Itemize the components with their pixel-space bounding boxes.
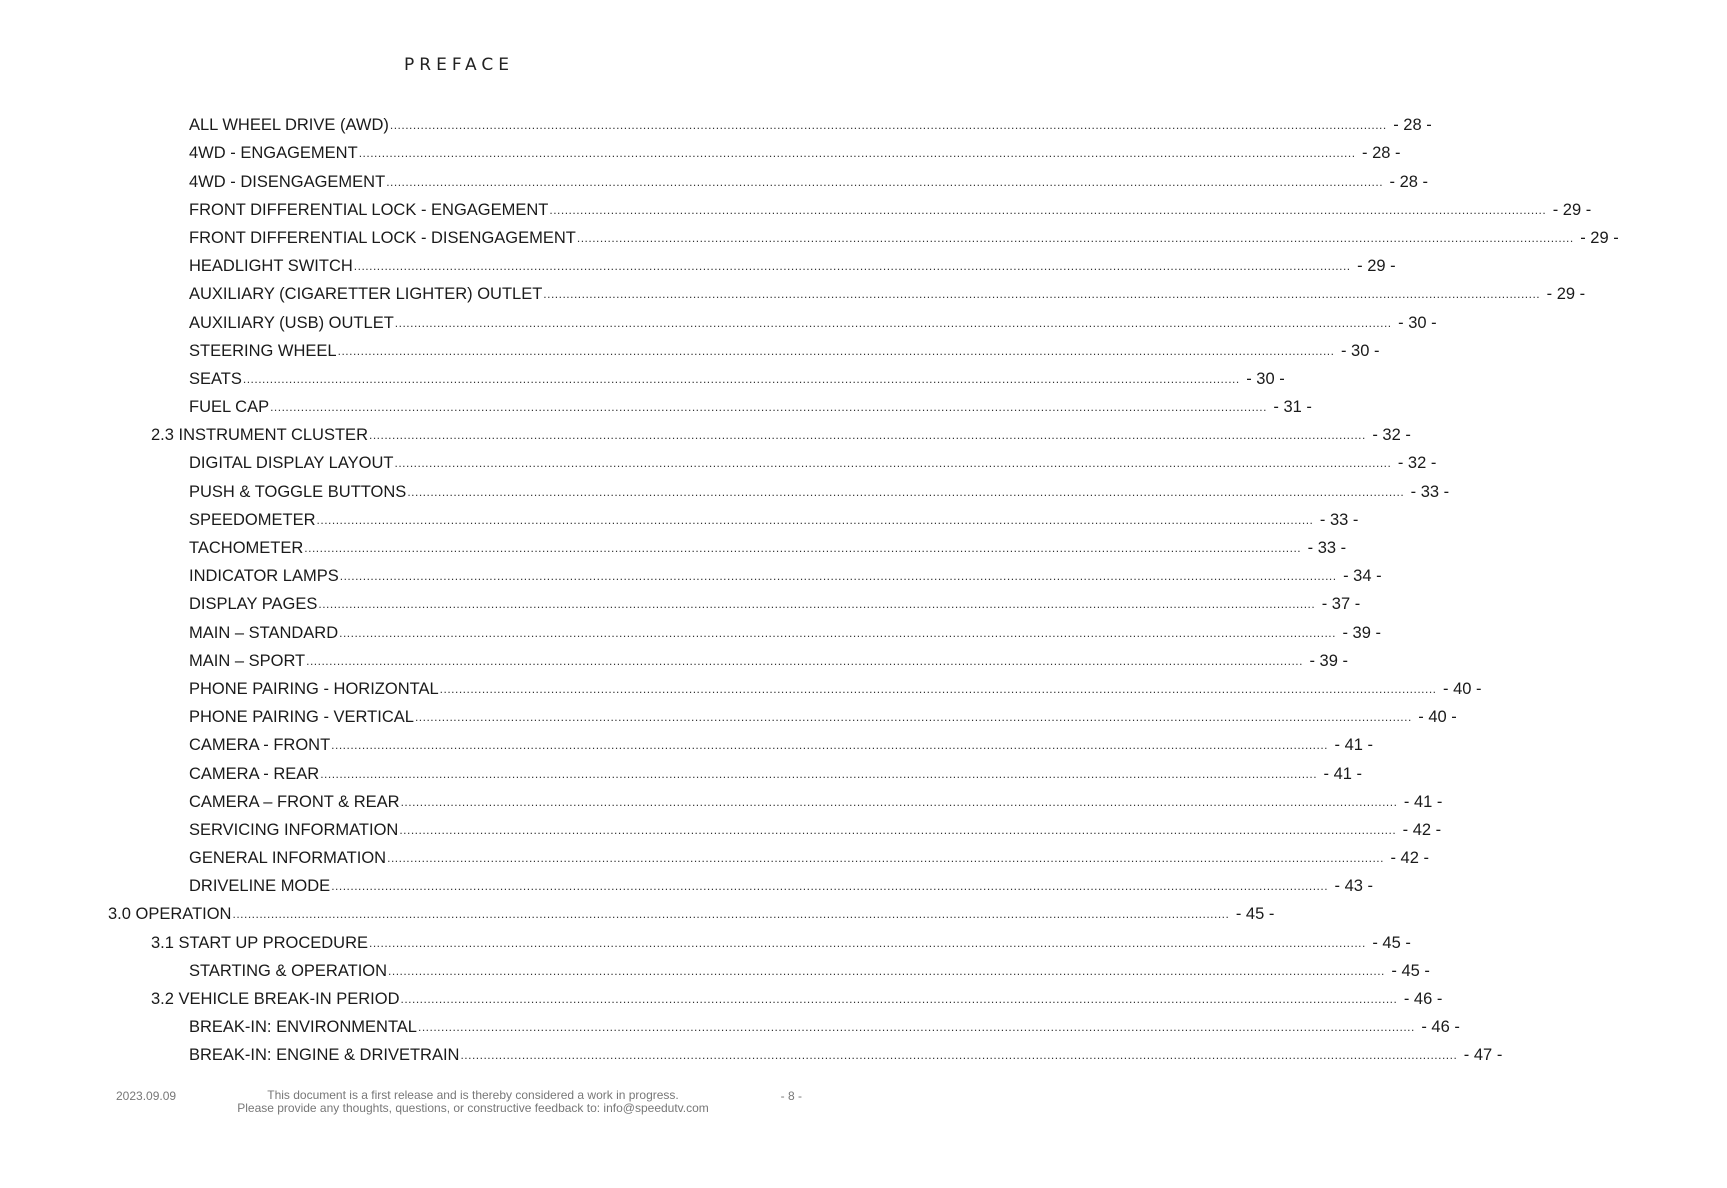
toc-entry-label: PUSH & TOGGLE BUTTONS bbox=[189, 482, 407, 501]
toc-entry-label: HEADLIGHT SWITCH bbox=[189, 257, 353, 276]
toc-entry-page: - 34 - bbox=[1343, 567, 1382, 586]
toc-dot-leader: .................................................................................................................................................................................................................................................................... bbox=[318, 597, 1316, 612]
toc-dot-leader: .................................................................................................................................................................................................................................................................... bbox=[353, 259, 1351, 274]
toc-entry[interactable] bbox=[0, 954, 1430, 982]
toc-entry[interactable] bbox=[0, 869, 1374, 897]
toc-entry-page: - 46 - bbox=[1403, 990, 1443, 1008]
toc-dot-leader: .................................................................................................................................................................................................................................................................... bbox=[369, 935, 1366, 950]
toc-dot-leader: .................................................................................................................................................................................................................................................................... bbox=[417, 1020, 1415, 1035]
toc-entry[interactable] bbox=[0, 1038, 1503, 1066]
toc-dot-leader: .................................................................................................................................................................................................................................................................... bbox=[331, 738, 1329, 753]
toc-dot-leader: .................................................................................................................................................................................................................................................................... bbox=[394, 456, 1392, 471]
footer-note bbox=[200, 1089, 746, 1115]
toc-entry-label: FRONT DIFFERENTIAL LOCK - ENGAGEMENT bbox=[189, 200, 549, 219]
toc-entry[interactable] bbox=[0, 587, 1361, 615]
toc-entry-page: - 29 - bbox=[1546, 285, 1586, 304]
toc-entry-page: - 41 - bbox=[1403, 792, 1443, 811]
toc-entry-page: - 33 - bbox=[1319, 510, 1359, 529]
toc-entry-page: - 46 - bbox=[1421, 1018, 1460, 1037]
toc-entry[interactable] bbox=[0, 756, 1363, 784]
toc-entry[interactable] bbox=[0, 644, 1348, 672]
toc-entry-label: AUXILIARY (CIGARETTER LIGHTER) OUTLET bbox=[189, 285, 543, 304]
toc-entry[interactable] bbox=[0, 418, 1411, 446]
toc-entry[interactable] bbox=[0, 193, 1592, 221]
toc-entry-page: - 39 - bbox=[1309, 651, 1348, 670]
toc-entry[interactable] bbox=[0, 785, 1443, 813]
toc-entry-page: - 43 - bbox=[1334, 877, 1374, 896]
toc-entry-label: 3.0 OPERATION bbox=[108, 905, 232, 924]
toc-entry-page: - 37 - bbox=[1321, 595, 1361, 614]
toc-entry-label: 3.1 START UP PROCEDURE bbox=[151, 933, 369, 952]
toc-entry[interactable] bbox=[0, 700, 1457, 728]
toc-entry[interactable] bbox=[0, 164, 1429, 192]
toc-entry-page: - 32 - bbox=[1372, 426, 1411, 445]
toc-dot-leader: .................................................................................................................................................................................................................................................................... bbox=[368, 428, 1366, 443]
toc-dot-leader: .................................................................................................................................................................................................................................................................... bbox=[331, 879, 1329, 894]
toc-entry[interactable] bbox=[0, 503, 1359, 531]
toc-entry[interactable] bbox=[0, 672, 1482, 700]
toc-dot-leader: .................................................................................................................................................................................................................................................................... bbox=[543, 287, 1541, 302]
toc-entry-label: GENERAL INFORMATION bbox=[189, 849, 387, 868]
toc-entry[interactable] bbox=[0, 277, 1586, 305]
toc-entry[interactable] bbox=[0, 728, 1374, 756]
toc-entry-page: - 31 - bbox=[1273, 398, 1312, 417]
toc-dot-leader: .................................................................................................................................................................................................................................................................... bbox=[400, 992, 1398, 1006]
toc-dot-leader: .................................................................................................................................................................................................................................................................... bbox=[439, 681, 1437, 696]
toc-dot-leader: .................................................................................................................................................................................................................................................................... bbox=[387, 851, 1384, 866]
toc-entry-page: - 41 - bbox=[1323, 764, 1363, 783]
toc-entry-page: - 39 - bbox=[1342, 623, 1381, 642]
toc-dot-leader: .................................................................................................................................................................................................................................................................... bbox=[388, 963, 1385, 978]
toc-entry-page: - 45 - bbox=[1372, 933, 1411, 952]
toc-entry-page: - 33 - bbox=[1307, 539, 1347, 557]
toc-entry-page: - 29 - bbox=[1552, 200, 1592, 219]
toc-entry-label: 4WD - ENGAGEMENT bbox=[189, 144, 358, 163]
toc-entry-label: 4WD - DISENGAGEMENT bbox=[189, 172, 386, 191]
toc-dot-leader: .................................................................................................................................................................................................................................................................... bbox=[400, 794, 1398, 809]
toc-entry-label: SEATS bbox=[189, 369, 242, 388]
toc-dot-leader: .................................................................................................................................................................................................................................................................... bbox=[576, 230, 1574, 245]
toc-entry-label: ALL WHEEL DRIVE (AWD) bbox=[189, 116, 389, 135]
toc-entry[interactable] bbox=[0, 446, 1437, 474]
toc-dot-leader: .................................................................................................................................................................................................................................................................... bbox=[549, 202, 1547, 217]
toc-entry[interactable] bbox=[0, 1010, 1460, 1038]
toc-entry[interactable] bbox=[0, 390, 1312, 418]
toc-dot-leader: .................................................................................................................................................................................................................................................................... bbox=[460, 1048, 1458, 1063]
toc-dot-leader: .................................................................................................................................................................................................................................................................... bbox=[394, 315, 1392, 330]
toc-entry[interactable] bbox=[0, 841, 1429, 869]
toc-entry[interactable] bbox=[0, 305, 1437, 333]
toc-entry-label: FRONT DIFFERENTIAL LOCK - DISENGAGEMENT bbox=[189, 228, 576, 247]
toc-entry-page: - 47 - bbox=[1463, 1046, 1503, 1065]
toc-entry-label: STARTING & OPERATION bbox=[189, 961, 388, 980]
toc-entry[interactable] bbox=[0, 897, 1275, 925]
toc-entry-page: - 45 - bbox=[1235, 905, 1275, 924]
toc-entry-label: MAIN – STANDARD bbox=[189, 623, 339, 642]
toc-dot-leader: .................................................................................................................................................................................................................................................................... bbox=[339, 625, 1336, 640]
toc-dot-leader: .................................................................................................................................................................................................................................................................... bbox=[389, 118, 1387, 133]
footer-date: 2023.09.09 bbox=[116, 1089, 177, 1103]
toc-entry-page: - 30 - bbox=[1398, 313, 1437, 332]
toc-entry-label: BREAK-IN: ENGINE & DRIVETRAIN bbox=[189, 1046, 460, 1065]
toc-entry[interactable] bbox=[0, 334, 1380, 362]
toc-entry-label: CAMERA – FRONT & REAR bbox=[189, 792, 400, 811]
toc-dot-leader: .................................................................................................................................................................................................................................................................... bbox=[320, 766, 1318, 781]
toc-entry-label: CAMERA - FRONT bbox=[189, 736, 331, 755]
toc-entry-label: FUEL CAP bbox=[189, 398, 270, 417]
toc-dot-leader: .................................................................................................................................................................................................................................................................... bbox=[399, 822, 1397, 837]
toc-entry-label: 2.3 INSTRUMENT CLUSTER bbox=[151, 426, 368, 445]
toc-dot-leader: .................................................................................................................................................................................................................................................................... bbox=[407, 484, 1405, 499]
toc-entry[interactable] bbox=[0, 136, 1401, 164]
toc-entry[interactable] bbox=[0, 221, 1619, 249]
toc-entry-page: - 30 - bbox=[1246, 369, 1285, 388]
toc-entry-page: - 28 - bbox=[1362, 144, 1401, 163]
toc-entry-label: CAMERA - REAR bbox=[189, 764, 320, 783]
toc-entry-label: SERVICING INFORMATION bbox=[189, 820, 399, 839]
toc-entry-label: INDICATOR LAMPS bbox=[189, 567, 339, 586]
toc-entry-page: - 28 - bbox=[1389, 172, 1429, 191]
toc-entry-label: 3.2 VEHICLE BREAK-IN PERIOD bbox=[151, 990, 400, 1008]
toc-entry-label: MAIN – SPORT bbox=[189, 651, 306, 670]
toc-entry-label: AUXILIARY (USB) OUTLET bbox=[189, 313, 394, 332]
toc-entry-page: - 32 - bbox=[1397, 454, 1437, 473]
toc-entry[interactable] bbox=[0, 362, 1285, 390]
toc-entry[interactable] bbox=[0, 559, 1382, 587]
toc-entry-page: - 33 - bbox=[1410, 482, 1450, 501]
toc-dot-leader: .................................................................................................................................................................................................................................................................... bbox=[337, 343, 1335, 358]
toc-entry-page: - 40 - bbox=[1443, 679, 1482, 698]
toc-entry-label: TACHOMETER bbox=[189, 539, 304, 557]
toc-entry-label: SPEEDOMETER bbox=[189, 510, 316, 529]
toc-entry-page: - 29 - bbox=[1357, 257, 1396, 276]
toc-entry-label: BREAK-IN: ENVIRONMENTAL bbox=[189, 1018, 417, 1037]
toc-dot-leader: .................................................................................................................................................................................................................................................................... bbox=[242, 371, 1240, 386]
toc-entry[interactable] bbox=[0, 813, 1442, 841]
toc-entry[interactable] bbox=[0, 925, 1411, 953]
toc-dot-leader: .................................................................................................................................................................................................................................................................... bbox=[304, 541, 1302, 555]
page-title: PREFACE bbox=[404, 55, 514, 75]
toc-dot-leader: .................................................................................................................................................................................................................................................................... bbox=[232, 907, 1230, 922]
toc-entry-page: - 40 - bbox=[1418, 708, 1457, 727]
toc-entry-label: STEERING WHEEL bbox=[189, 341, 337, 360]
toc-entry-page: - 29 - bbox=[1580, 228, 1619, 247]
toc-dot-leader: .................................................................................................................................................................................................................................................................... bbox=[339, 569, 1337, 584]
toc-dot-leader: .................................................................................................................................................................................................................................................................... bbox=[358, 146, 1356, 161]
toc-dot-leader: .................................................................................................................................................................................................................................................................... bbox=[306, 653, 1303, 668]
toc-entry-page: - 42 - bbox=[1390, 849, 1429, 868]
table-of-contents bbox=[0, 108, 1619, 1066]
toc-entry[interactable] bbox=[0, 531, 1347, 559]
toc-entry-page: - 28 - bbox=[1393, 116, 1432, 135]
toc-entry[interactable] bbox=[0, 108, 1432, 136]
toc-entry-page: - 41 - bbox=[1334, 736, 1374, 755]
footer-page-number: - 8 - bbox=[780, 1089, 802, 1103]
toc-entry-page: - 42 - bbox=[1402, 820, 1442, 839]
toc-dot-leader: .................................................................................................................................................................................................................................................................... bbox=[386, 174, 1384, 189]
toc-dot-leader: .................................................................................................................................................................................................................................................................... bbox=[270, 400, 1267, 415]
toc-dot-leader: .................................................................................................................................................................................................................................................................... bbox=[316, 512, 1314, 527]
toc-entry-page: - 30 - bbox=[1340, 341, 1380, 360]
toc-entry-label: PHONE PAIRING - HORIZONTAL bbox=[189, 679, 439, 698]
toc-entry-label: DIGITAL DISPLAY LAYOUT bbox=[189, 454, 394, 473]
toc-dot-leader: .................................................................................................................................................................................................................................................................... bbox=[414, 710, 1412, 725]
toc-entry-label: DRIVELINE MODE bbox=[189, 877, 331, 896]
footer-note-line-1: This document is a first release and is thereby considered a work in progress. bbox=[267, 1088, 679, 1102]
toc-entry[interactable] bbox=[0, 249, 1396, 277]
toc-entry[interactable] bbox=[0, 615, 1381, 643]
toc-entry-label: PHONE PAIRING - VERTICAL bbox=[189, 708, 414, 727]
toc-entry-page: - 45 - bbox=[1391, 961, 1430, 980]
toc-entry-label: DISPLAY PAGES bbox=[189, 595, 318, 614]
toc-entry[interactable] bbox=[0, 474, 1450, 502]
footer-note-line-2: Please provide any thoughts, questions, or constructive feedback to: info@speedutv.com bbox=[237, 1101, 709, 1115]
toc-entry[interactable] bbox=[0, 982, 1443, 1010]
